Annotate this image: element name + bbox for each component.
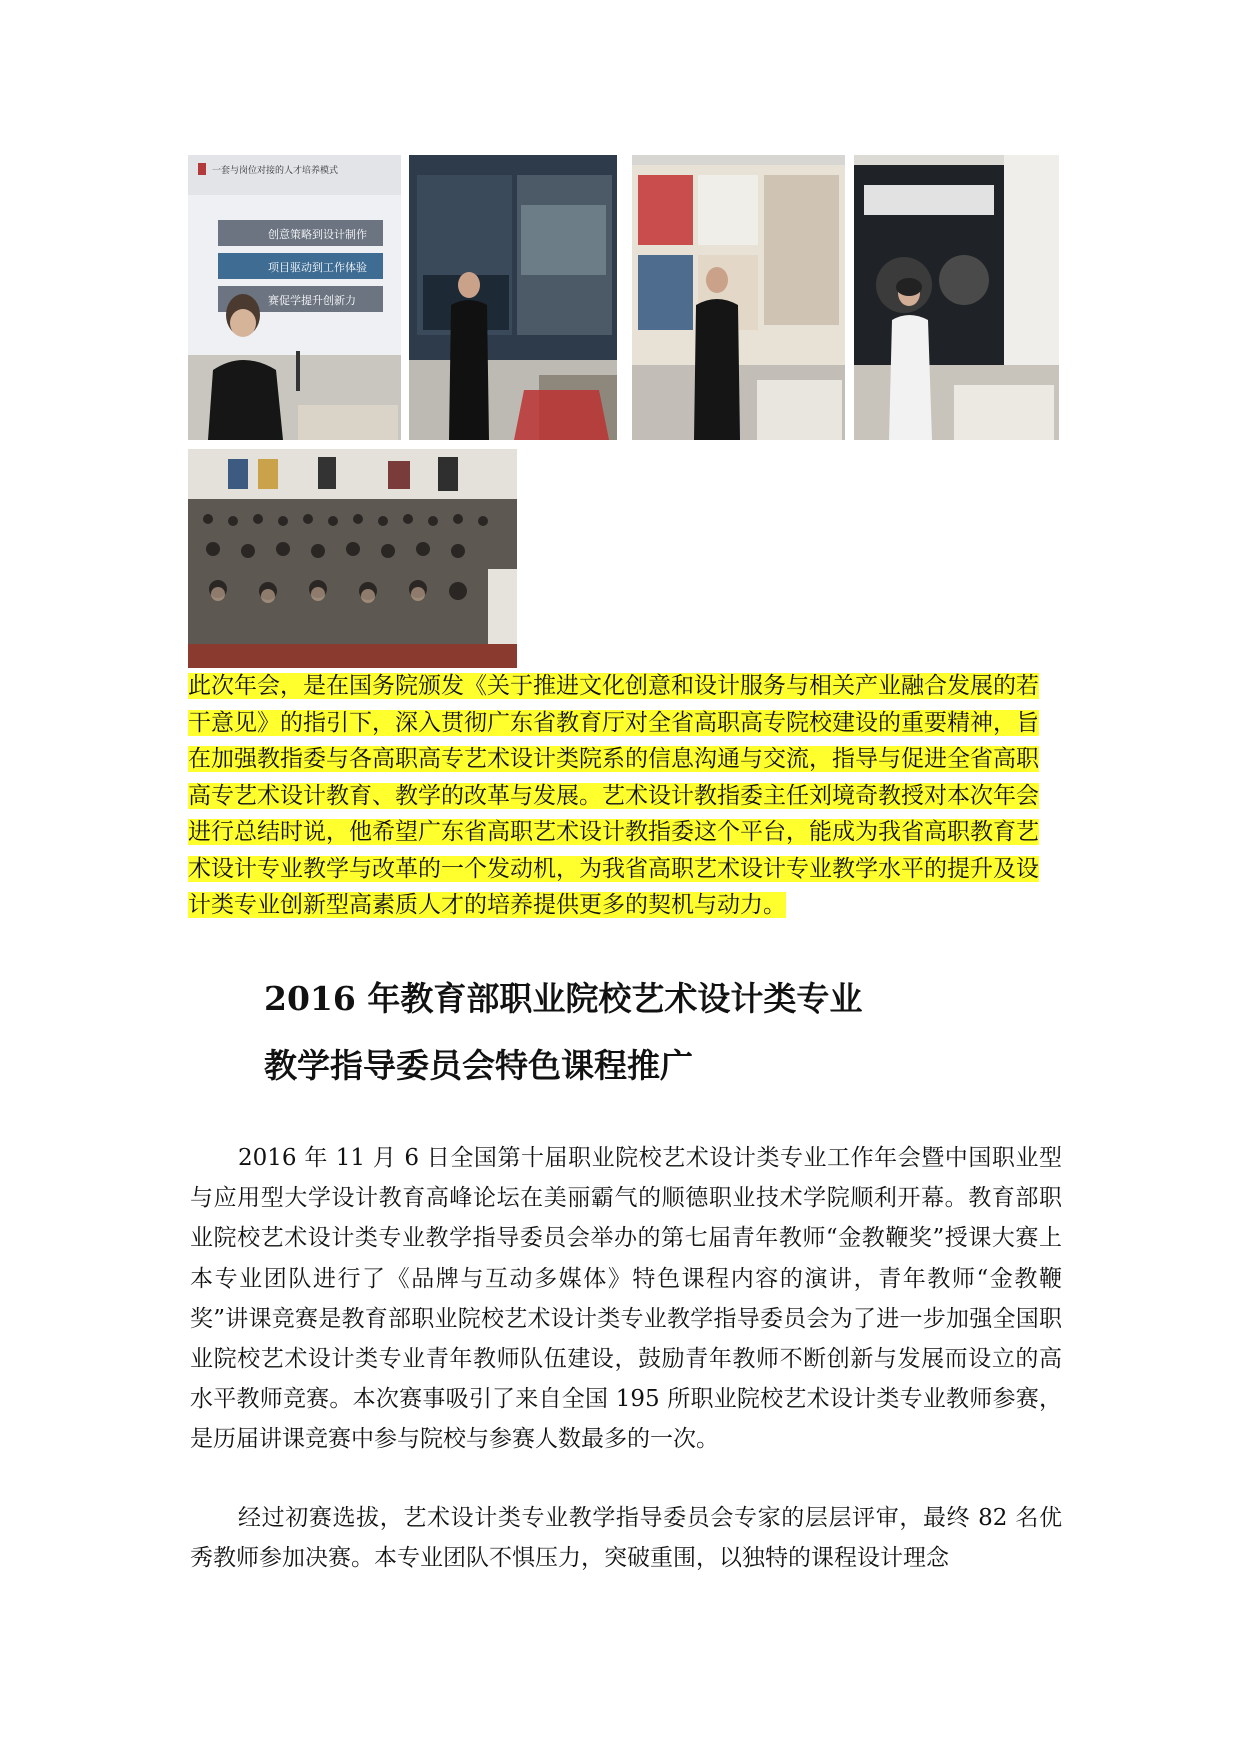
highlight-paragraph <box>188 668 1060 924</box>
slide-item-3: 赛促学提升创新力 <box>268 294 356 307</box>
photo-speaker-woman <box>854 155 1059 440</box>
slide-header: 一套与岗位对接的人才培养模式 <box>212 166 339 176</box>
photo-speaker-screen-1 <box>409 155 617 440</box>
photo-speaker-screen-2 <box>632 155 845 440</box>
section-heading <box>264 965 1164 1099</box>
heading-line-2: 教学指导委员会特色课程推广 <box>264 1046 693 1085</box>
slide-item-1: 创意策略到设计制作 <box>268 228 367 241</box>
photo-audience <box>188 449 517 668</box>
photo-speaker-slide <box>188 155 401 440</box>
body-paragraph-1: 2016 年 11 月 6 日全国第十届职业院校艺术设计类专业工作年会暨中国职业型与应用型大学设计教育高峰论坛在美丽霸气的顺德职业技术学院顺利开幕。教育部职业院校艺术设计类专业教学指导委员会举办的第七届青年教师“金教鞭奖”授课大赛上本专业团队进行了《品牌与互动多媒体》特色课程内容的演讲，青年教师“金教鞭奖”讲课竞赛是教育部职业院校艺术设计类专业教学指导委员会为了进一步加强全国职业院校艺术设计类专业青年教师队伍建设，鼓励青年教师不断创新与发展而设立的高水平教师竞赛。本次赛事吸引了来自全国 195 所职业院校艺术设计类专业教师参赛，是历届讲课竞赛中参与院校与参赛人数最多的一次。 <box>190 1145 1062 1453</box>
slide-item-2: 项目驱动到工作体验 <box>268 261 367 274</box>
highlight-text: 此次年会，是在国务院颁发《关于推进文化创意和设计服务与相关产业融合发展的若干意见》的指引下，深入贯彻广东省教育厅对全省高职高专院校建设的重要精神，旨在加强教指委与各高职高专艺术设计类院系的信息沟通与交流，指导与促进全省高职高专艺术设计教育、教学的改革与发展。艺术设计教指委主任刘境奇教授对本次年会进行总结时说，他希望广东省高职艺术设计教指委这个平台，能成为我省高职教育艺术设计专业教学与改革的一个发动机，为我省高职艺术设计专业教学水平的提升及设计类专业创新型高素质人才的培养提供更多的契机与动力。 <box>188 673 1039 918</box>
body-paragraph-2: 经过初赛选拔，艺术设计类专业教学指导委员会专家的层层评审，最终 82 名优秀教师参加决赛。本专业团队不惧压力，突破重围，以独特的课程设计理念 <box>190 1505 1062 1572</box>
heading-line-1: 2016 年教育部职业院校艺术设计类专业 <box>264 979 863 1018</box>
